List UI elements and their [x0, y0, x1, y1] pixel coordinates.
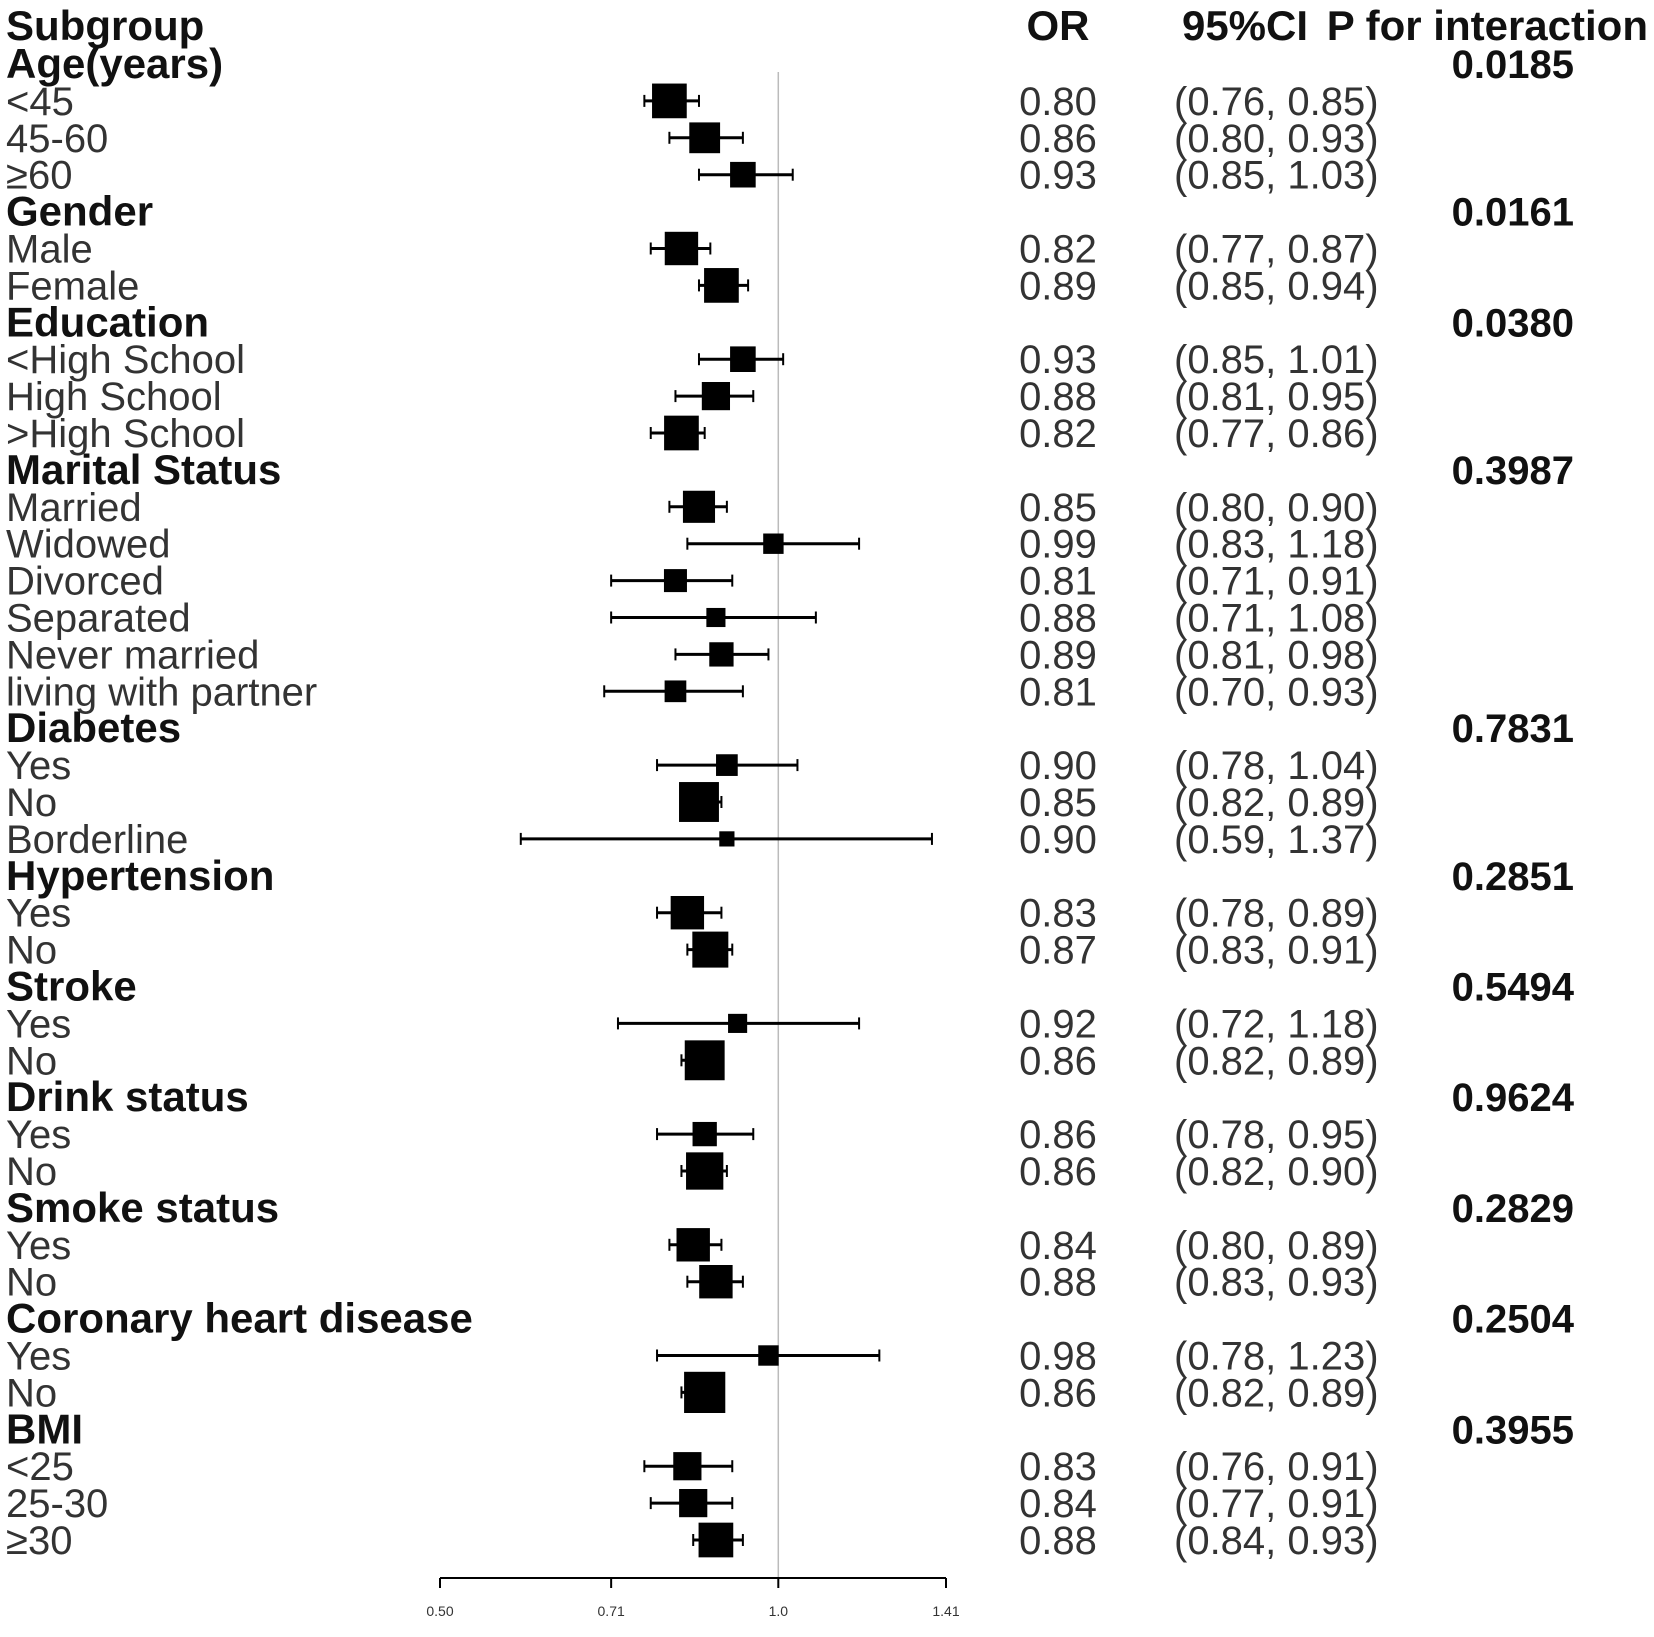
or-point-box [684, 1372, 725, 1413]
subgroup-label: Divorced [6, 559, 164, 604]
subgroup-label: <25 [6, 1445, 74, 1490]
forest-plot-body [6, 40, 1575, 1619]
subgroup-label: No [6, 1039, 58, 1084]
or-value: 0.89 [1019, 264, 1097, 309]
subgroup-label: ≥30 [6, 1519, 73, 1563]
subgroup-label: No [6, 781, 58, 825]
or-point-box [664, 569, 687, 592]
or-value: 0.88 [1019, 1260, 1097, 1305]
or-value: 0.82 [1019, 227, 1097, 272]
ci-value: (0.84, 0.93) [1174, 1519, 1379, 1563]
group-label: Education [6, 298, 210, 346]
subgroup-label: Separated [6, 596, 191, 641]
or-point-box [763, 534, 783, 554]
or-value: 0.86 [1019, 1150, 1097, 1194]
or-value: 0.80 [1019, 79, 1097, 124]
header-ci: 95%CI [1181, 2, 1309, 49]
ci-value: (0.82, 0.90) [1174, 1150, 1379, 1194]
subgroup-label: Yes [6, 1113, 72, 1158]
ci-value: (0.83, 0.93) [1174, 1260, 1379, 1305]
or-value: 0.93 [1019, 153, 1097, 198]
subgroup-label: >High School [6, 412, 246, 456]
or-point-box [704, 268, 739, 303]
subgroup-label: No [6, 1260, 58, 1305]
or-point-box [719, 831, 734, 846]
group-label: Diabetes [6, 704, 182, 752]
ci-value: (0.85, 0.94) [1174, 264, 1379, 309]
p-interaction-value: 0.9624 [1451, 1076, 1574, 1121]
or-value: 0.86 [1019, 1371, 1097, 1416]
ci-value: (0.85, 1.01) [1174, 338, 1379, 383]
or-value: 0.83 [1019, 1445, 1097, 1490]
x-axis-tick-label: 1.0 [768, 1603, 789, 1619]
or-value: 0.90 [1019, 744, 1097, 789]
group-label: Smoke status [6, 1183, 280, 1231]
ci-value: (0.72, 1.18) [1174, 1002, 1379, 1047]
or-value: 0.84 [1019, 1223, 1097, 1268]
subgroup-label: Yes [6, 744, 72, 789]
ci-value: (0.70, 0.93) [1174, 670, 1379, 715]
or-point-box [652, 84, 687, 119]
subgroup-label: Yes [6, 1223, 72, 1268]
subgroup-label: ≥60 [6, 153, 73, 198]
ci-value: (0.82, 0.89) [1174, 781, 1379, 825]
subgroup-label: living with partner [6, 670, 318, 715]
or-value: 0.85 [1019, 781, 1097, 825]
x-axis-tick-label: 0.50 [426, 1603, 454, 1619]
subgroup-label: <High School [6, 338, 246, 383]
header-p-for-interaction: P for interaction [1326, 2, 1648, 49]
p-interaction-value: 0.0380 [1451, 301, 1574, 346]
or-point-box [686, 1152, 723, 1189]
or-value: 0.92 [1019, 1002, 1097, 1047]
or-point-box [692, 932, 728, 968]
subgroup-label: High School [6, 375, 222, 420]
or-value: 0.85 [1019, 485, 1097, 530]
p-interaction-value: 0.5494 [1451, 965, 1574, 1010]
x-axis-tick-label: 1.41 [932, 1603, 960, 1619]
or-point-box [665, 680, 687, 702]
or-point-box [730, 346, 756, 372]
or-point-box [664, 416, 699, 451]
or-value: 0.87 [1019, 928, 1097, 973]
ci-value: (0.80, 0.89) [1174, 1223, 1379, 1268]
x-axis-tick-label: 0.71 [597, 1603, 625, 1619]
or-point-box [758, 1345, 778, 1365]
or-point-box [716, 754, 738, 776]
or-point-box [689, 122, 720, 153]
group-label: Drink status [6, 1073, 249, 1121]
or-point-box [702, 382, 730, 410]
subgroup-label: Yes [6, 1334, 72, 1379]
or-point-box [679, 782, 719, 822]
subgroup-label: <45 [6, 79, 74, 124]
or-value: 0.81 [1019, 559, 1097, 604]
or-value: 0.98 [1019, 1334, 1097, 1379]
subgroup-label: Male [6, 227, 93, 272]
p-interaction-value: 0.0161 [1451, 190, 1574, 235]
ci-value: (0.71, 1.08) [1174, 596, 1379, 641]
ci-value: (0.81, 0.95) [1174, 375, 1379, 420]
subgroup-label: Borderline [6, 817, 189, 862]
or-value: 0.86 [1019, 1113, 1097, 1158]
group-label: BMI [6, 1405, 83, 1453]
subgroup-label: Yes [6, 1002, 72, 1047]
subgroup-label: Married [6, 485, 142, 530]
or-point-box [699, 1265, 732, 1298]
ci-value: (0.78, 1.04) [1174, 744, 1379, 789]
or-point-box [671, 896, 704, 929]
or-point-box [685, 1040, 725, 1080]
p-interaction-value: 0.0185 [1451, 43, 1574, 87]
ci-value: (0.78, 0.95) [1174, 1113, 1379, 1158]
or-value: 0.86 [1019, 116, 1097, 161]
p-interaction-value: 0.2829 [1451, 1186, 1574, 1231]
p-interaction-value: 0.3955 [1451, 1408, 1574, 1453]
ci-value: (0.80, 0.90) [1174, 485, 1379, 530]
subgroup-label: Yes [6, 891, 72, 936]
subgroup-label: Female [6, 264, 140, 309]
or-point-box [679, 1489, 707, 1517]
header-subgroup: Subgroup [6, 2, 205, 49]
p-interaction-value: 0.3987 [1451, 448, 1574, 493]
subgroup-label: No [6, 1371, 58, 1416]
or-point-box [693, 1122, 717, 1146]
or-value: 0.99 [1019, 522, 1097, 567]
or-value: 0.88 [1019, 1519, 1097, 1563]
subgroup-label: No [6, 928, 58, 973]
ci-value: (0.59, 1.37) [1174, 817, 1379, 862]
subgroup-label: 45-60 [6, 116, 109, 161]
ci-value: (0.78, 1.23) [1174, 1334, 1379, 1379]
or-value: 0.82 [1019, 412, 1097, 456]
subgroup-label: No [6, 1150, 58, 1194]
or-point-box [665, 232, 698, 265]
or-value: 0.89 [1019, 633, 1097, 678]
or-value: 0.93 [1019, 338, 1097, 383]
ci-value: (0.76, 0.91) [1174, 1445, 1379, 1490]
ci-value: (0.77, 0.86) [1174, 412, 1379, 456]
subgroup-label: Never married [6, 633, 260, 678]
group-label: Gender [6, 187, 154, 235]
or-point-box [677, 1228, 710, 1261]
subgroup-label: Widowed [6, 522, 171, 567]
or-value: 0.84 [1019, 1482, 1097, 1527]
or-point-box [699, 1523, 734, 1558]
or-point-box [709, 642, 733, 666]
p-interaction-value: 0.2504 [1451, 1297, 1574, 1342]
or-point-box [683, 491, 715, 523]
group-label: Coronary heart disease [6, 1294, 473, 1342]
ci-value: (0.77, 0.91) [1174, 1482, 1379, 1527]
or-point-box [728, 1014, 747, 1033]
or-value: 0.88 [1019, 375, 1097, 420]
ci-value: (0.83, 0.91) [1174, 928, 1379, 973]
ci-value: (0.80, 0.93) [1174, 116, 1379, 161]
group-label: Stroke [6, 962, 137, 1010]
ci-value: (0.82, 0.89) [1174, 1371, 1379, 1416]
ci-value: (0.71, 0.91) [1174, 559, 1379, 604]
group-label: Marital Status [6, 445, 282, 493]
or-point-box [673, 1452, 701, 1480]
ci-value: (0.85, 1.03) [1174, 153, 1379, 198]
ci-value: (0.83, 1.18) [1174, 522, 1379, 567]
or-value: 0.88 [1019, 596, 1097, 641]
or-point-box [730, 162, 756, 188]
group-label: Hypertension [6, 851, 275, 899]
group-label: Age(years) [6, 40, 224, 87]
or-value: 0.90 [1019, 817, 1097, 862]
or-value: 0.81 [1019, 670, 1097, 715]
ci-value: (0.77, 0.87) [1174, 227, 1379, 272]
p-interaction-value: 0.2851 [1451, 854, 1574, 899]
ci-value: (0.82, 0.89) [1174, 1039, 1379, 1084]
or-value: 0.83 [1019, 891, 1097, 936]
or-value: 0.86 [1019, 1039, 1097, 1084]
ci-value: (0.81, 0.98) [1174, 633, 1379, 678]
ci-value: (0.78, 0.89) [1174, 891, 1379, 936]
subgroup-label: 25-30 [6, 1482, 109, 1527]
header-or: OR [1026, 2, 1090, 49]
or-point-box [706, 608, 725, 627]
p-interaction-value: 0.7831 [1451, 707, 1574, 752]
ci-value: (0.76, 0.85) [1174, 79, 1379, 124]
